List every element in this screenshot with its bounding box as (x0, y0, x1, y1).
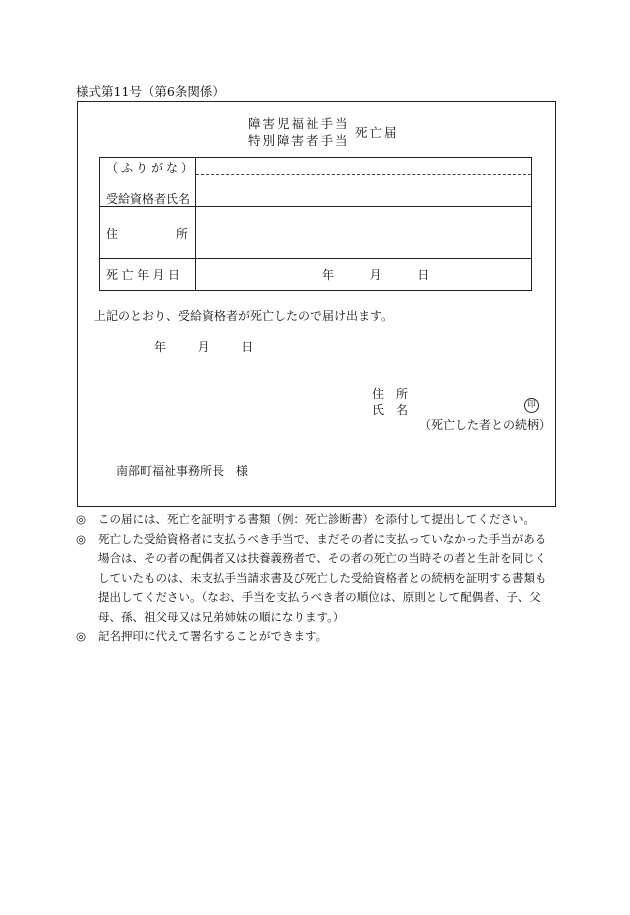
note-text: この届には、死亡を証明する書類（例：死亡診断書）を添付して提出してください。 (98, 512, 535, 526)
title-line-1: 障害児福祉手当 (248, 116, 350, 131)
bullet-icon: ◎ (76, 629, 87, 643)
relation-note: （死亡した者との続柄） (419, 418, 552, 432)
title-line-2: 特別障害者手当 (248, 133, 350, 148)
recipient-table (99, 157, 532, 291)
addressee: 南部町福祉事務所長 様 (116, 464, 249, 478)
note-text: 死亡した受給資格者に支払うべき手当で、まだその者に支払っていなかった手当がある場合は、その者の配偶者又は扶養義務者で、その者の死亡の当時その者と生計を同じくしていたものは、未支払手当請求書及び死亡した受給資格者との続柄を証明する書類も提出してください。（なお、手当を支払うべき者の順位は、原則として配偶者、子、父母、孫、祖父母又は兄弟姉妹の順になります。） (98, 531, 547, 624)
statement-text: 上記のとおり、受給資格者が死亡したので届け出ます。 (94, 309, 394, 323)
address-label (106, 225, 188, 242)
recipient-name-field[interactable] (201, 178, 529, 204)
death-date-field[interactable] (322, 266, 429, 283)
note-item (76, 627, 552, 647)
submit-day-unit: 日 (241, 340, 254, 354)
death-month-unit: 月 (369, 268, 382, 282)
death-day-unit: 日 (417, 268, 430, 282)
applicant-name-label: 氏 名 (372, 403, 409, 417)
notes-section (76, 510, 552, 647)
furigana-field[interactable] (201, 159, 529, 173)
table-column-divider (195, 158, 196, 290)
form-code: 様式第11号（第6条関係） (76, 84, 225, 99)
recipient-name-label: 受給資格者氏名 (106, 192, 191, 206)
submission-date[interactable] (154, 338, 253, 355)
applicant-address-label: 住 所 (372, 387, 409, 401)
note-item (76, 510, 552, 530)
address-field[interactable] (201, 210, 529, 254)
furigana-divider (196, 174, 531, 175)
submit-month-unit: 月 (197, 340, 210, 354)
submit-year-unit: 年 (154, 340, 167, 354)
address-label-part: 所 (175, 227, 188, 241)
form-title-benefits (248, 115, 350, 149)
death-date-label: 死亡年月日 (106, 268, 184, 282)
seal-mark-icon: 印 (524, 398, 539, 413)
note-text: 記名押印に代えて署名することができます。 (98, 629, 328, 643)
bullet-icon: ◎ (76, 512, 87, 526)
death-year-unit: 年 (322, 268, 335, 282)
address-label-part: 住 (106, 227, 119, 241)
bullet-icon: ◎ (76, 531, 87, 546)
table-row-divider (100, 258, 531, 259)
note-item (76, 530, 552, 628)
form-title-suffix: 死亡届 (355, 125, 399, 140)
furigana-label: （ふりがな） (106, 161, 197, 175)
